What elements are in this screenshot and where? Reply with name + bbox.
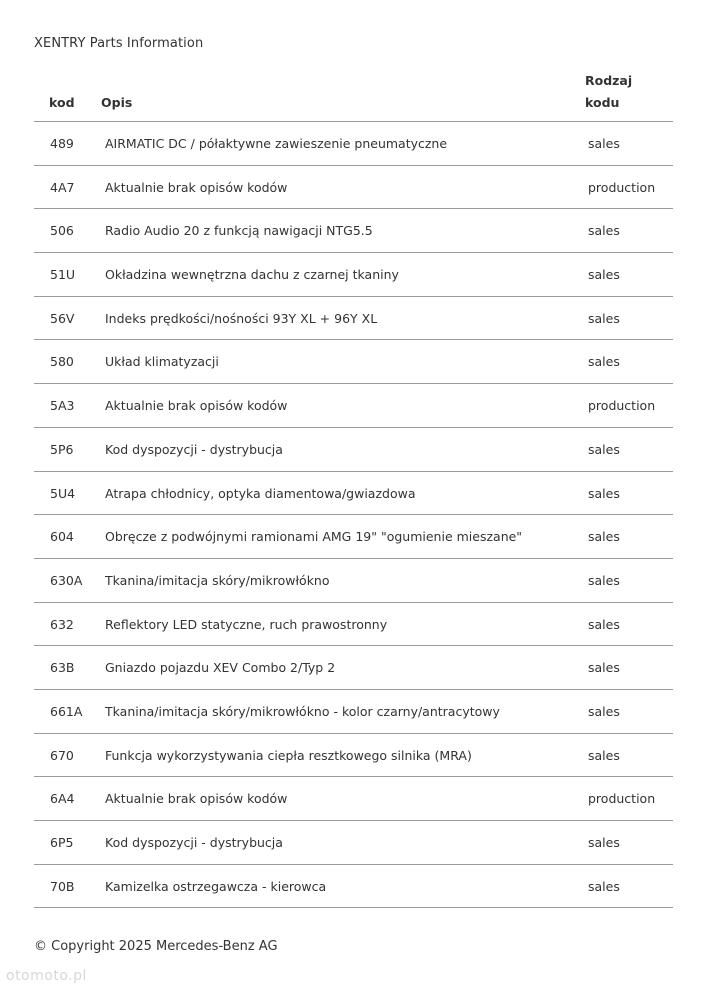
header-kod: kod: [49, 95, 75, 110]
header-opis: Opis: [101, 95, 133, 110]
row-code-type: sales: [588, 747, 620, 763]
row-code-type: sales: [588, 223, 620, 239]
table-row: [34, 209, 673, 253]
table-row: [34, 472, 673, 516]
row-description: Obręcze z podwójnymi ramionami AMG 19" "ogumienie mieszane": [105, 529, 523, 545]
row-code: 506: [50, 223, 74, 239]
row-code: 6P5: [50, 835, 74, 850]
row-code-type: sales: [588, 572, 620, 588]
row-description: Aktualnie brak opisów kodów: [105, 179, 288, 195]
header-rodzaj-line1: Rodzaj: [585, 73, 633, 88]
row-code: 630A: [50, 572, 83, 588]
row-code: 661A: [50, 703, 83, 719]
table-row: [34, 646, 673, 690]
row-description: Reflektory LED statyczne, ruch prawostronny: [105, 616, 388, 632]
row-code-type: production: [588, 179, 656, 195]
row-code: 51U: [50, 267, 76, 283]
table-row: [34, 603, 673, 647]
table-row: [34, 428, 673, 472]
table-row: [34, 777, 673, 821]
row-code-type: sales: [588, 878, 620, 894]
row-description: Gniazdo pojazdu XEV Combo 2/Typ 2: [105, 660, 336, 676]
row-description: Aktualnie brak opisów kodów: [105, 791, 288, 807]
row-code-type: sales: [588, 310, 620, 326]
row-description: Radio Audio 20 z funkcją nawigacji NTG5.5: [105, 223, 373, 239]
row-code-type: sales: [588, 354, 620, 370]
row-code: 6A4: [50, 791, 75, 807]
row-code-type: sales: [588, 485, 620, 501]
row-code: 4A7: [50, 179, 75, 195]
row-description: Tkanina/imitacja skóry/mikrowłókno - kolor czarny/antracytowy: [105, 703, 500, 719]
table-row: [34, 734, 673, 778]
row-description: Funkcja wykorzystywania ciepła resztkowego silnika (MRA): [105, 747, 472, 763]
table-row: [34, 690, 673, 734]
table-row: [34, 515, 673, 559]
row-code: 5U4: [50, 485, 76, 501]
row-description: Kod dyspozycji - dystrybucja: [105, 835, 283, 850]
table-row: [34, 297, 673, 341]
header-rodzaj-line2: kodu: [585, 95, 620, 110]
document-title: XENTRY Parts Information: [34, 36, 204, 51]
row-code: 70B: [50, 878, 75, 894]
row-code: 56V: [50, 310, 75, 326]
row-description: Kod dyspozycji - dystrybucja: [105, 441, 283, 457]
table-body: [34, 122, 673, 908]
row-description: AIRMATIC DC / półaktywne zawieszenie pneumatyczne: [105, 136, 448, 151]
row-code: 5P6: [50, 441, 74, 457]
table-header: [34, 66, 673, 122]
row-description: Aktualnie brak opisów kodów: [105, 398, 288, 414]
table-row: [34, 559, 673, 603]
row-code: 5A3: [50, 398, 75, 414]
row-code: 632: [50, 616, 74, 632]
header-rodzaj-kodu: [585, 70, 665, 114]
row-code: 580: [50, 354, 74, 370]
table-row: [34, 821, 673, 865]
row-code-type: sales: [588, 660, 620, 676]
row-description: Układ klimatyzacji: [105, 354, 219, 370]
row-code: 489: [50, 136, 74, 151]
row-description: Okładzina wewnętrzna dachu z czarnej tkaniny: [105, 267, 399, 283]
row-code-type: sales: [588, 835, 620, 850]
row-description: Kamizelka ostrzegawcza - kierowca: [105, 878, 327, 894]
table-row: [34, 166, 673, 210]
table-row: [34, 340, 673, 384]
parts-table: [34, 66, 673, 908]
copyright-footer: © Copyright 2025 Mercedes-Benz AG: [34, 939, 278, 954]
row-code-type: production: [588, 791, 656, 807]
row-code: 604: [50, 529, 74, 545]
row-code-type: sales: [588, 616, 620, 632]
table-row: [34, 253, 673, 297]
table-row: [34, 865, 673, 909]
row-code-type: sales: [588, 267, 620, 283]
row-code: 63B: [50, 660, 75, 676]
row-code-type: production: [588, 398, 656, 414]
table-row: [34, 122, 673, 166]
row-code: 670: [50, 747, 74, 763]
row-code-type: sales: [588, 136, 620, 151]
row-code-type: sales: [588, 529, 620, 545]
row-code-type: sales: [588, 441, 620, 457]
row-description: Indeks prędkości/nośności 93Y XL + 96Y XL: [105, 310, 378, 326]
row-description: Atrapa chłodnicy, optyka diamentowa/gwiazdowa: [105, 485, 416, 501]
table-row: [34, 384, 673, 428]
row-description: Tkanina/imitacja skóry/mikrowłókno: [105, 572, 330, 588]
row-code-type: sales: [588, 703, 620, 719]
watermark-logo: otomoto.pl: [6, 968, 87, 984]
